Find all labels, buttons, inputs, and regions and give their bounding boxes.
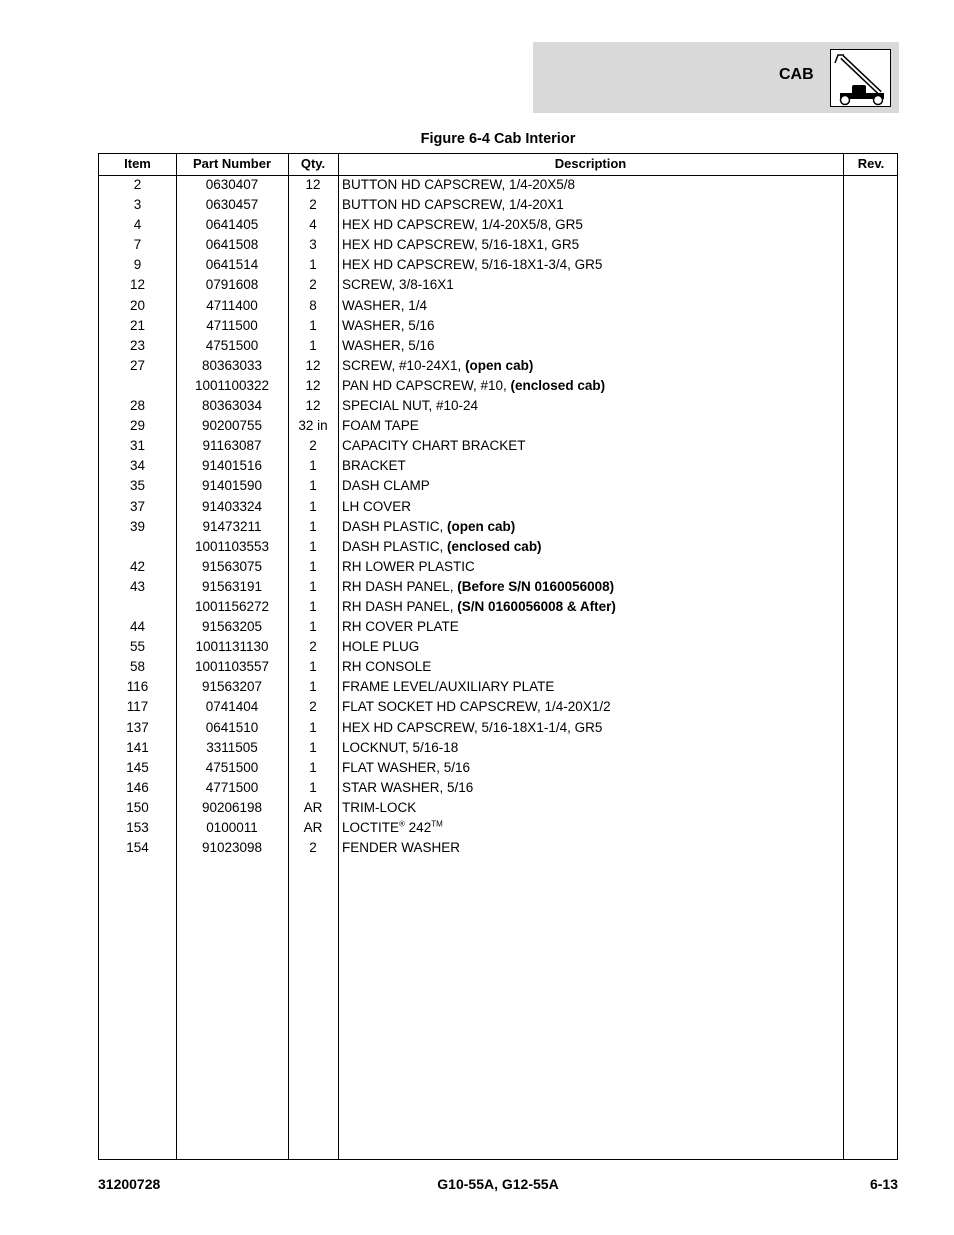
part-number: 0641510 [205,719,259,735]
registered-mark: ® [399,819,405,829]
item-number: 146 [126,779,149,795]
item-number: 58 [129,659,146,675]
quantity: 12 [305,357,321,373]
quantity: 1 [309,739,317,755]
table-row [99,637,897,657]
table-row [99,718,897,738]
description: LH COVER [342,498,412,514]
quantity: 1 [309,659,317,675]
description: FLAT WASHER, 5/16 [342,759,471,775]
quantity: 1 [309,679,317,695]
part-number: 91563075 [201,558,263,574]
part-number: 0791608 [205,277,259,293]
quantity: 1 [309,337,317,353]
quantity: 2 [309,639,317,655]
description: HEX HD CAPSCREW, 5/16-18X1-1/4, GR5 [342,719,603,735]
item-number: 145 [126,759,149,775]
part-number: 80363033 [201,357,263,373]
description: BRACKET [342,458,406,474]
item-number: 35 [129,478,146,494]
quantity: AR [303,820,323,835]
trademark-mark: TM [431,819,443,829]
description: FOAM TAPE [342,418,419,434]
table-row [99,356,897,376]
description: HEX HD CAPSCREW, 5/16-18X1-3/4, GR5 [342,257,603,273]
description: DASH PLASTIC, (enclosed cab) [342,538,542,554]
part-number: 91401516 [201,458,263,474]
quantity: 1 [309,518,317,534]
item-number: 28 [129,398,146,414]
description: STAR WASHER, 5/16 [342,779,474,795]
table-row [99,738,897,758]
part-number: 4711400 [206,297,258,313]
part-number: 91163087 [202,438,262,454]
table-row [99,537,897,557]
item-number: 29 [129,418,146,434]
part-number: 3311505 [206,739,258,755]
part-number: 1001103553 [194,538,270,554]
quantity: 2 [309,438,317,454]
table-body [99,175,897,858]
table-row [99,436,897,456]
description: TRIM-LOCK [342,799,417,815]
table-row [99,215,897,235]
description: DASH PLASTIC, (open cab) [342,518,516,534]
table-row [99,316,897,336]
table-row [99,758,897,778]
description: RH COVER PLATE [342,619,459,635]
description: WASHER, 5/16 [342,317,435,333]
section-title: CAB [779,66,814,83]
figure-title: Figure 6-4 Cab Interior [420,131,576,147]
quantity: 1 [309,498,317,514]
item-number: 20 [129,297,146,313]
item-number: 37 [129,498,146,514]
description: WASHER, 5/16 [342,337,435,353]
item-number: 137 [126,719,149,735]
item-number: 23 [129,337,146,353]
description: SCREW, #10-24X1, (open cab) [342,357,534,373]
quantity: 1 [309,759,317,775]
part-number: 90200755 [201,418,263,434]
table-row [99,396,897,416]
model-numbers: G10-55A, G12-55A [437,1176,559,1192]
quantity: 32 in [298,418,328,434]
part-number: 1001103557 [194,659,270,675]
table-row [99,677,897,697]
column-header-description: Description [554,156,627,171]
part-number: 1001131130 [195,639,269,655]
column-header-rev: Rev. [857,156,885,171]
table-row [99,597,897,617]
part-number: 91563205 [201,619,263,635]
quantity: 1 [309,719,317,735]
description: HOLE PLUG [342,639,420,655]
part-number: 1001156272 [194,598,270,614]
description: PAN HD CAPSCREW, #10, (enclosed cab) [342,377,606,393]
part-number: 4711500 [206,317,258,333]
part-number: 0641405 [205,217,259,233]
quantity: 3 [309,237,317,253]
part-number: 1001100322 [194,377,270,393]
table-row [99,235,897,255]
description: LOCKNUT, 5/16-18 [342,739,459,755]
item-number: 27 [129,357,146,373]
table-row [99,255,897,275]
parts-table [98,153,898,1160]
table-row [99,778,897,798]
item-number: 117 [126,699,149,715]
item-number: 39 [129,518,146,534]
quantity: 2 [309,699,317,715]
item-number: 4 [133,217,142,233]
description: DASH CLAMP [342,478,430,494]
document-number: 31200728 [98,1176,161,1192]
part-number: 91023098 [201,840,263,856]
part-number: 91473211 [202,518,262,534]
table-row [99,617,897,637]
quantity: 1 [309,779,317,795]
item-number: 43 [129,578,146,594]
part-number: 80363034 [201,398,263,414]
quantity: 1 [309,558,317,574]
table-row [99,517,897,537]
description-note: (enclosed cab) [447,538,542,554]
quantity: 2 [309,277,317,293]
description: FENDER WASHER [342,840,461,856]
item-number: 7 [133,237,142,253]
quantity: 12 [305,377,321,393]
description: RH DASH PANEL, (Before S/N 0160056008) [342,578,615,594]
description: CAPACITY CHART BRACKET [342,438,526,454]
table-row [99,476,897,496]
item-number: 9 [133,257,142,273]
telehandler-icon [830,49,891,107]
table-row [99,557,897,577]
quantity: 1 [309,458,317,474]
item-number: 55 [129,639,146,655]
part-number: 0641514 [205,257,259,273]
quantity: 1 [309,317,317,333]
table-row [99,336,897,356]
part-number: 4771500 [205,779,259,795]
description-note: (open cab) [447,518,516,534]
table-row [99,376,897,396]
part-number: 0100011 [206,820,258,835]
table-row [99,577,897,597]
table-row [99,497,897,517]
item-number: 116 [126,679,149,695]
item-number: 12 [129,277,146,293]
description: RH CONSOLE [342,659,432,675]
description-note: (enclosed cab) [510,377,606,393]
quantity: 1 [309,478,317,494]
quantity: 12 [305,177,321,192]
item-number: 21 [129,317,146,333]
quantity: 12 [305,398,321,414]
quantity: 1 [309,578,317,594]
description: FRAME LEVEL/AUXILIARY PLATE [342,679,555,695]
item-number: 42 [129,558,146,574]
quantity: 4 [309,217,317,233]
column-header-qty: Qty. [300,156,326,171]
part-number: 0641508 [205,237,259,253]
description-note: (S/N 0160056008 & After) [457,598,616,614]
item-number: 31 [129,438,146,454]
quantity: 1 [309,257,317,273]
quantity: 2 [309,840,317,856]
quantity: AR [303,799,323,815]
part-number: 0630457 [205,197,259,213]
part-number: 91563207 [201,679,263,695]
part-number: 4751500 [205,337,259,353]
description-note: (Before S/N 0160056008) [457,578,615,594]
item-number: 141 [126,739,149,755]
quantity: 8 [309,297,317,313]
description: LOCTITE® 242™ [342,819,443,835]
part-number: 91401590 [201,478,263,494]
item-number: 44 [129,619,146,635]
table-row [99,456,897,476]
column-header-item: Item [124,156,151,171]
item-number: 153 [126,820,149,835]
description: SPECIAL NUT, #10-24 [342,398,479,414]
item-number: 3 [133,197,142,213]
description: BUTTON HD CAPSCREW, 1/4-20X1 [342,197,564,213]
part-number: 0630407 [205,177,259,192]
page-number: 6-13 [869,1176,898,1192]
description: HEX HD CAPSCREW, 5/16-18X1, GR5 [342,237,580,253]
table-row [99,296,897,316]
table-row [99,275,897,295]
description: WASHER, 1/4 [342,297,428,313]
part-number: 91403324 [201,498,263,514]
table-row [99,697,897,717]
description: RH DASH PANEL, (S/N 0160056008 & After) [342,598,616,614]
part-number: 91563191 [201,578,263,594]
description: SCREW, 3/8-16X1 [342,277,454,293]
quantity: 1 [309,598,317,614]
quantity: 1 [309,538,317,554]
description: RH LOWER PLASTIC [342,558,475,574]
table-row [99,195,897,215]
description: BUTTON HD CAPSCREW, 1/4-20X5/8 [342,177,576,192]
part-number: 0741404 [205,699,259,715]
part-number: 90206198 [201,799,263,815]
table-row [99,657,897,677]
item-number: 154 [126,840,149,856]
quantity: 1 [309,619,317,635]
column-header-part-number: Part Number [192,156,272,171]
part-number: 4751500 [205,759,259,775]
table-row [99,798,897,818]
item-number: 2 [133,177,142,192]
description: FLAT SOCKET HD CAPSCREW, 1/4-20X1/2 [342,699,611,715]
table-row [99,416,897,436]
item-number: 150 [126,799,149,815]
description: HEX HD CAPSCREW, 1/4-20X5/8, GR5 [342,217,583,233]
description-note: (open cab) [465,357,534,373]
table-row [99,175,897,195]
table-row [99,818,897,838]
item-number: 34 [129,458,146,474]
table-row [99,838,897,858]
quantity: 2 [309,197,317,213]
